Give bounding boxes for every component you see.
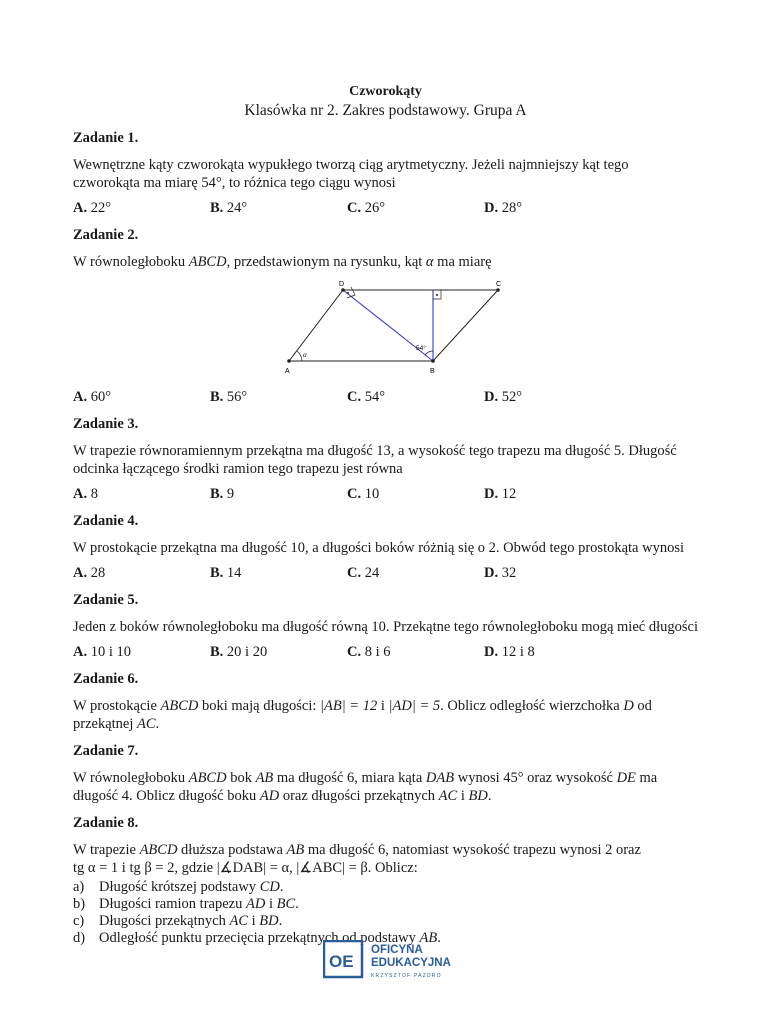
task-heading: Zadanie 6. <box>73 671 139 687</box>
answer-d: D. 12 i 8 <box>484 644 535 660</box>
logo-line-2: EDUKACYJNA <box>371 957 451 969</box>
answer-b: B. 20 i 20 <box>210 644 268 660</box>
label-a: A <box>285 368 290 375</box>
task-8-line-2: tg α = 1 i tg β = 2, gdzie |∡DAB| = α, |∡ABC| = β. Oblicz: <box>73 860 418 876</box>
parallelogram-diagram <box>285 277 505 379</box>
page-title: Czworokąty <box>349 84 422 99</box>
answer-d: D. 12 <box>484 486 517 502</box>
task-6 <box>73 671 698 733</box>
task-text: Wewnętrzne kąty czworokąta wypukłego tworzą ciąg arytmetyczny. Jeżeli najmniejszy kąt tego czworokąta ma miarę 54°, to różnica tego ciągu wynosi <box>73 157 629 191</box>
answer-a: A. 8 <box>73 486 98 502</box>
answer-b: B. 56° <box>210 389 248 405</box>
sub-question-d: d) Odległość punktu przecięcia przekątnych od podstawy AB. <box>73 930 441 946</box>
answer-c: C. 8 i 6 <box>347 644 391 660</box>
right-angle-dot-c <box>436 294 438 296</box>
task-heading: Zadanie 1. <box>73 130 139 146</box>
answer-a: A. 10 i 10 <box>73 644 132 660</box>
publisher-logo <box>323 940 473 980</box>
answer-d: D. 52° <box>484 389 523 405</box>
answer-options <box>73 565 698 582</box>
task-text: W prostokącie ABCD boki mają długości: |AB| = 12 i |AD| = 5. Oblicz odległość wierzchołka D od przekątnej AC. <box>73 698 652 732</box>
task-text: W trapezie równoramiennym przekątna ma długość 13, a wysokość tego trapezu ma długość 5. Długość odcinka łączącego środki ramion tego trapezu jest równa <box>73 443 677 477</box>
answer-options <box>73 200 698 217</box>
task-2 <box>73 227 698 406</box>
alpha-arc <box>297 351 302 361</box>
task-3 <box>73 416 698 503</box>
parallelogram-shape <box>289 290 498 361</box>
answer-c: C. 10 <box>347 486 380 502</box>
label-d: D <box>339 281 345 288</box>
parallelogram-figure <box>73 277 698 381</box>
right-angle-dot-d <box>347 292 349 294</box>
label-alpha: α <box>303 351 307 359</box>
answer-a: A. 22° <box>73 200 112 216</box>
answer-c: C. 24 <box>347 565 380 581</box>
task-4 <box>73 513 698 582</box>
task-1 <box>73 130 698 217</box>
task-heading: Zadanie 7. <box>73 743 139 759</box>
task-heading: Zadanie 3. <box>73 416 139 432</box>
task-5 <box>73 592 698 661</box>
label-b: B <box>430 368 435 375</box>
task-8 <box>73 815 698 947</box>
answer-options <box>73 389 698 406</box>
answer-options <box>73 644 698 661</box>
sub-question-c: c) Długości przekątnych AC i BD. <box>73 913 283 929</box>
task-text: W trapezie ABCD dłuższa podstawa AB ma długość 6, natomiast wysokość trapezu wynosi 2 oraz tg α = 1 i tg β = 2, gdzie |∡DAB| = α, |∡ABC| = β. Oblicz: <box>73 842 641 876</box>
document-page <box>73 84 698 947</box>
task-text: W prostokącie przekątna ma długość 10, a długości boków różnią się o 2. Obwód tego prostokąta wynosi <box>73 540 685 556</box>
angle-54-arc <box>425 351 433 355</box>
task-text: W równoległoboku ABCD, przedstawionym na rysunku, kąt α ma miarę <box>73 254 492 270</box>
task-7 <box>73 743 698 805</box>
label-c: C <box>496 281 502 288</box>
task-heading: Zadanie 8. <box>73 815 139 831</box>
task-heading: Zadanie 2. <box>73 227 139 243</box>
task-heading: Zadanie 5. <box>73 592 139 608</box>
task-heading: Zadanie 4. <box>73 513 139 529</box>
answer-d: D. 28° <box>484 200 523 216</box>
label-angle: 54° <box>416 345 426 352</box>
answer-options <box>73 486 698 503</box>
page-subtitle: Klasówka nr 2. Zakres podstawowy. Grupa A <box>244 102 527 119</box>
answer-b: B. 9 <box>210 486 235 502</box>
sub-question-a: a) Długość krótszej podstawy CD. <box>73 879 284 895</box>
sub-question-list <box>73 879 698 947</box>
answer-a: A. 28 <box>73 565 106 581</box>
task-text: W równoległoboku ABCD bok AB ma długość 6, miara kąta DAB wynosi 45° oraz wysokość DE ma długość 4. Oblicz długość boku AD oraz długości przekątnych AC i BD. <box>73 770 658 804</box>
answer-b: B. 14 <box>210 565 242 581</box>
logo-mark-icon <box>323 940 473 980</box>
answer-c: C. 26° <box>347 200 386 216</box>
logo-line-3: KRZYSZTOF PAZDRO <box>371 973 442 979</box>
task-text: Jeden z boków równoległoboku ma długość równą 10. Przekątne tego równoległoboku mogą mieć długości <box>73 619 698 635</box>
answer-a: A. 60° <box>73 389 112 405</box>
answer-d: D. 32 <box>484 565 517 581</box>
logo-line-1: OFICYNA <box>371 944 423 956</box>
sub-question-b: b) Długości ramion trapezu AD i BC. <box>73 896 299 912</box>
svg-text:OE: OE <box>329 952 354 971</box>
answer-c: C. 54° <box>347 389 386 405</box>
answer-b: B. 24° <box>210 200 248 216</box>
